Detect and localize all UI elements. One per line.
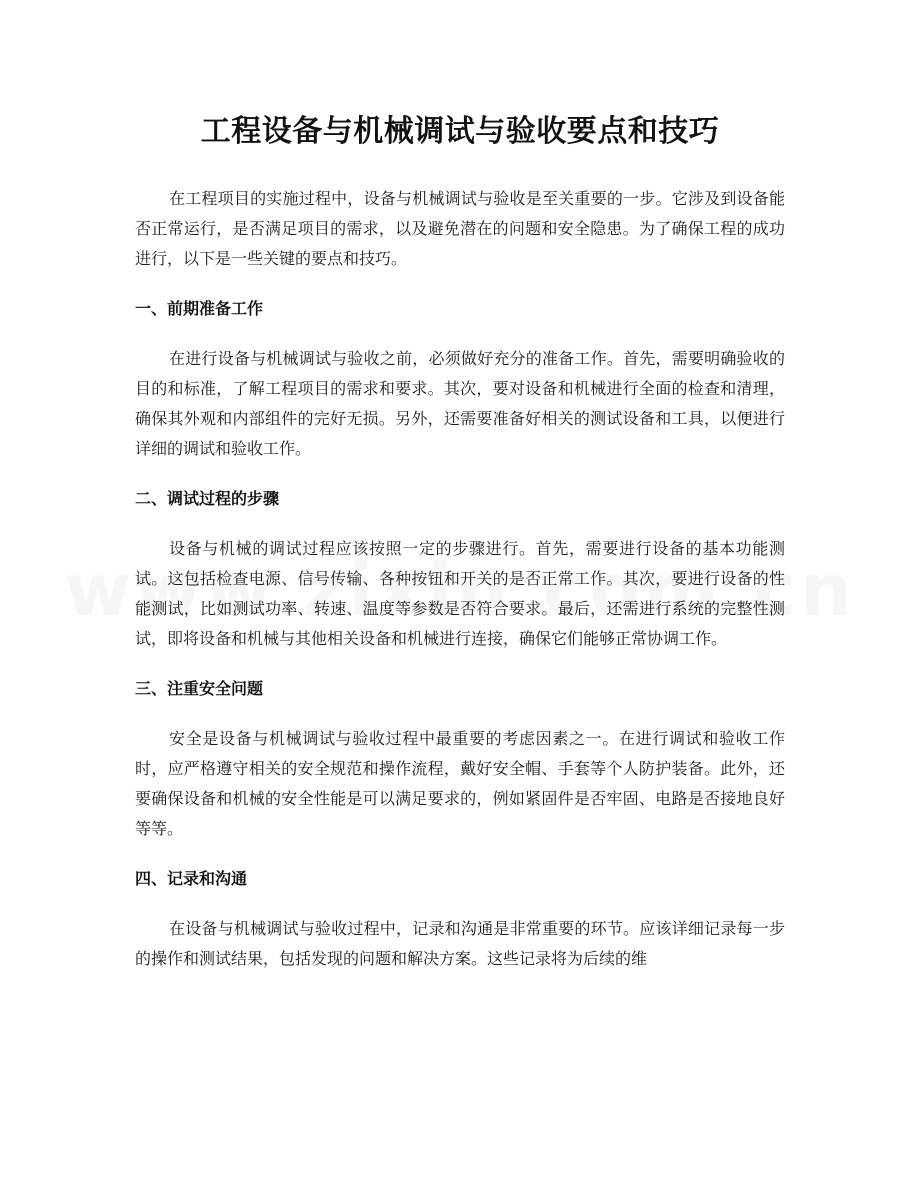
section-body-records: 在设备与机械调试与验收过程中，记录和沟通是非常重要的环节。应该详细记录每一步的操作和测试结果，包括发现的问题和解决方案。这些记录将为后续的维 — [135, 919, 785, 968]
section-body-safety: 安全是设备与机械调试与验收过程中最重要的考虑因素之一。在进行调试和验收工作时，应严格遵守相关的安全规范和操作流程，戴好安全帽、手套等个人防护装备。此外，还要确保设备和机械的安全性能是可以满足要求的，例如紧固件是否牢固、电路是否接地良好等等。 — [135, 729, 785, 838]
document-page — [135, 0, 785, 974]
section-heading-debug-steps: 二、调试过程的步骤 — [135, 489, 280, 508]
section-heading-safety: 三、注重安全问题 — [135, 679, 264, 698]
document-title: 工程设备与机械调试与验收要点和技巧 — [200, 114, 720, 149]
section-heading-records: 四、记录和沟通 — [135, 869, 248, 888]
intro-paragraph: 在工程项目的实施过程中，设备与机械调试与验收是至关重要的一步。它涉及到设备能否正常运行，是否满足项目的需求，以及避免潜在的问题和安全隐患。为了确保工程的成功进行，以下是一些关键的要点和技巧。 — [135, 189, 785, 268]
section-heading-preparation: 一、前期准备工作 — [135, 299, 264, 318]
section-body-debug-steps: 设备与机械的调试过程应该按照一定的步骤进行。首先，需要进行设备的基本功能测试。这包括检查电源、信号传输、各种按钮和开关的是否正常工作。其次，要进行设备的性能测试，比如测试功率、转速、温度等参数是否符合要求。最后，还需进行系统的完整性测试，即将设备和机械与其他相关设备和机械进行连接，确保它们能够正常协调工作。 — [135, 539, 785, 648]
section-body-preparation: 在进行设备与机械调试与验收之前，必须做好充分的准备工作。首先，需要明确验收的目的和标准，了解工程项目的需求和要求。其次，要对设备和机械进行全面的检查和清理，确保其外观和内部组件的完好无损。另外，还需要准备好相关的测试设备和工具，以便进行详细的调试和验收工作。 — [135, 349, 785, 458]
